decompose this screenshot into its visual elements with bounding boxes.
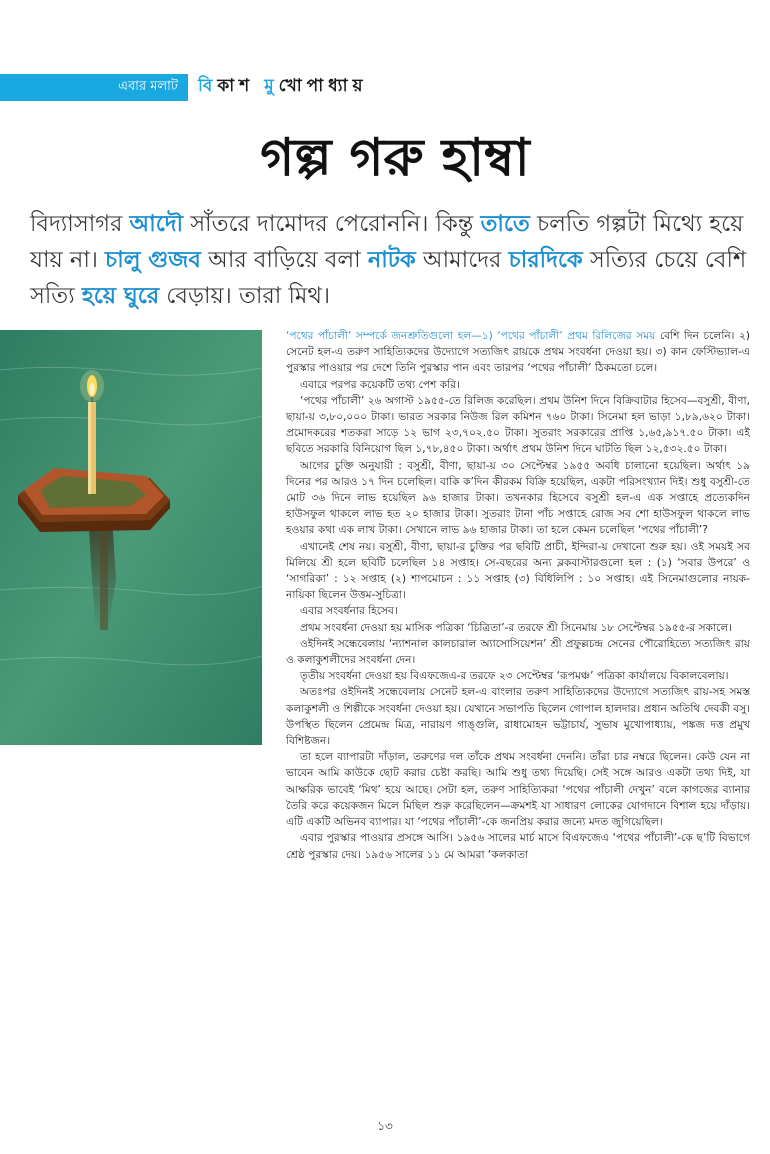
author-syllable: কা (217, 76, 237, 96)
floating-candle-photo (0, 330, 262, 745)
intro-segment: সাঁতরে দামোদর পেরোননি। কিন্তু (183, 211, 481, 237)
body-paragraph (286, 668, 750, 684)
intro-text (30, 206, 750, 314)
intro-segment: বিদ্যাসাগর (30, 211, 130, 237)
body-paragraph (286, 393, 750, 458)
author-syllable: য় (352, 76, 365, 96)
body-text: ‘পথের পাঁচালী’ ২৬ অগাস্ট ১৯৫৫-তে রিলিজ করেছিল। প্রথম উনিশ দিনে বিক্রিবাটার হিসেব—বসুশ্রী, বীণা, ছায়া-য় ৩,৮০,০০০ টাকা। ভারত সরকার নিউজ রিল কমিশন ৭৬০ টাকা। সিনেমা হল ভাড়া ১,৮৯,৬২০ টাকা। প্রমোদকরের শতকরা সাড়ে ১২ ভাগ ২৩,৭০২.৫০ টাকা। সুতরাং সরকারের প্রাপ্তি ১,৬৫,৯১৭.৫০ টাকা। এই ছবিতে সরকারি বিনিয়োগ ছিল ১,৭৮,৪৫০ টাকা। অর্থাৎ প্রথম উনিশ দিনে ঘাটতি ছিল ১২,৫৩২.৫০ টাকা। (286, 394, 750, 456)
intro-segment: বেড়ায়। তারা মিথ। (159, 283, 330, 309)
candle-raft-image (0, 330, 262, 745)
author-syllable: শ (239, 76, 252, 96)
body-text: এবারে পরপর কয়েকটি তথ্য পেশ করি। (300, 378, 460, 391)
author-syllable: খো (278, 76, 304, 96)
intro-highlight: আদৌ (129, 211, 184, 237)
body-text: এখানেই শেষ নয়। বসুশ্রী, বীণা, ছায়া-র চুক্তির পর ছবিটি প্রাচী, ইন্দিরা-য় দেখানো শুরু হয়। ওই সময়ই সব মিলিয়ে শ্রী হলে ছবিটি চলেছিল ১৪ সপ্তাহ। সে-বছরের অন্য ব্লকবাস্টারগুলো হল : (১) ‘সবার উপরে’ ও ‘সাগরিকা’ : ১২ সপ্তাহ (২) শাপমোচন : ১১ সপ্তাহ (৩) বিধিলিপি : ১০ সপ্তাহ। এই সিনেমাগুলোর নায়ক-নায়িকা ছিলেন উত্তম-সুচিত্রা। (286, 540, 750, 602)
intro-highlight: হয়ে ঘুরে (81, 283, 160, 309)
body-text: তৃতীয় সংবর্ধনা দেওয়া হয় বিএফজেএ-র তরফে ২৩ সেপ্টেম্বর ‘রূপমঞ্চ’ পত্রিকা কার্যালয়ে বিকালবেলায়। (300, 670, 729, 683)
author-name (198, 72, 365, 102)
intro-highlight: চালু গুজব (105, 247, 201, 273)
body-paragraph (286, 458, 750, 539)
lead-text: ‘পথের পাঁচালী’ সম্পর্কে জনশ্রুতিগুলো হল—১) ‘পথের পাঁচালী’ প্রথম রিলিজের সময় (286, 330, 656, 342)
body-paragraph (286, 539, 750, 604)
body-text: প্রথম সংবর্ধনা দেওয়া হয় মাসিক পত্রিকা ‘চিত্রিতা’-র তরফে শ্রী সিনেমায় ১৮ সেপ্টেম্বর ১৯৫৫-র সকালে। (300, 621, 733, 634)
body-paragraph (286, 636, 750, 668)
intro-segment: আমাদের (415, 247, 509, 273)
author-syllable: ধ্যা (328, 76, 350, 96)
intro-highlight: তাতে (480, 211, 530, 237)
intro-segment: সত্যির চেয়ে বেশি সত্যি (30, 247, 747, 309)
intro-segment: আর বাড়িয়ে বলা (200, 247, 368, 273)
intro-highlight: চারদিকে (508, 247, 583, 273)
body-paragraph (286, 603, 750, 619)
body-text: আগের চুক্তি অনুযায়ী : বসুশ্রী, বীণা, ছায়া-য় ৩০ সেপ্টেম্বর ১৯৫৫ অবধি চালানো হয়েছিল। অর্থাৎ ১৯ দিনের পর আরও ১৭ দিন চলেছিল। বাকি ক’দিন কীরকম বিক্রি হয়েছিল, একটা পরিসংখ্যান দিই। শুধু বসুশ্রী-তে মোট ৩৬ দিনে লাভ হয়েছিল ৯৬ হাজার টাকা। তখনকার হিসেবে বসুশ্রী হল-এ এক সপ্তাহে প্রত্যেকদিন হাউসফুল থাকলে লাভ হত ২০ হাজার টাকা। সুতরাং টানা পাঁচ সপ্তাহে রোজ সব শো হাউসফুল থাকলে লাভ হওয়ার কথা এক লাখ টাকা। সেখানে লাভ ৯৬ হাজার টাকা। তা হলে কেমন চলেছিল ‘পথের পাঁচালী’? (286, 459, 750, 537)
body-paragraph (286, 684, 750, 749)
body-paragraph (286, 620, 750, 636)
article-title: গল্প গরু হাম্বা (260, 127, 530, 188)
author-syllable: বি (198, 76, 215, 96)
body-text: অতঃপর ওইদিনই সন্ধেবেলায় সেনেট হল-এ বাংলার তরুণ সাহিত্যিকদের উদ্যোগে সত্যজিৎ রায়-সহ সমস্ত কলাকুশলী ও শিল্পীকে সংবর্ধনা দেওয়া হয়। যেখানে সভাপতি ছিলেন গোপাল হালদার। প্রধান অতিথি দেবকী বসু। উপস্থিত ছিলেন প্রেমেন্দ্র মিত্র, নারায়ণ গাঙ্গুলি, রাধামোহন ভট্টাচার্য, সুভাষ মুখোপাধ্যায়, পঙ্কজ দত্ত প্রমুখ বিশিষ্টজন। (286, 686, 750, 748)
body-paragraph (286, 830, 750, 862)
author-syllable: পা (306, 76, 326, 96)
article-body (286, 328, 750, 863)
body-text: বেশি দিন চলেনি। ২) সেনেট হল-এ তরুণ সাহিত্যিকদের উদ্যোগে সত্যজিৎ রায়কে প্রথম সংবর্ধনা দেওয়া হয়। ৩) কান ফেস্টিভ্যাল-এ পুরস্কার পাওয়ার পর দেশে তিনি পুরস্কার পান এবং তারপর ‘পথের পাঁচালী’ ঠিকমতো চলে। (286, 330, 751, 375)
body-paragraph (286, 749, 750, 830)
author-syllable: মু (264, 76, 276, 96)
body-text: তা হলে ব্যাপারটা দাঁড়াল, তরুণের দল তাঁকে প্রথম সংবর্ধনা দেননি। তাঁরা চার নম্বরে ছিলেন। কেউ যেন না ভাবেন আমি কাউকে ছোট করার চেষ্টা করছি। আমি শুধু তথ্য দিয়েছি। সেই সঙ্গে আরও একটা তথ্য দিই, যা আক্ষরিক ভাবেই ‘মিথ’ হয়ে আছে। সেটা হল, তরুণ সাহিত্যিকরা ‘পথের পাঁচালী দেখুন’ বলে কাগজের ব্যানার তৈরি করে কয়েকজন মিলে মিছিল শুরু করেছিলেন—ক্রমশই যা সাধারণ লোকের যোগদানে বিশাল হয়ে দাঁড়ায়। এটি একটি অভিনব ব্যাপার। যা ‘পথের পাঁচালী’-কে জনপ্রিয় করার জন্যে মদত জুগিয়েছিল। (286, 751, 750, 829)
section-label-text: এবার মলাট (118, 79, 178, 94)
body-paragraph (286, 377, 750, 393)
body-text: এবার সংবর্ধনার হিসেব। (300, 605, 398, 618)
body-text: এবার পুরস্কার পাওয়ার প্রসঙ্গে আসি। ১৯৫৬ সালের মার্চ মাসে বিএফজেএ ‘পথের পাঁচালী’-কে ছ’টি বিভাগে শ্রেষ্ঠ পুরস্কার দেয়। ১৯৫৬ সালের ১১ মে আমরা ‘কলকাতা (286, 832, 750, 861)
body-paragraph (286, 328, 750, 377)
intro-segment: চলতি গল্পটা মিথ্যে হয়ে যায় না। (30, 211, 744, 273)
intro-highlight: নাটক (367, 247, 416, 273)
section-label (0, 74, 188, 101)
body-text: ওইদিনই সন্ধেবেলায় ‘ন্যাশনাল কালচারাল অ্যাসোসিয়েশন’ শ্রী প্রফুল্লচন্দ্র সেনের পৌরোহিত্যে সত্যজিৎ রায় ও কলাকুশলীদের সংবর্ধনা দেন। (286, 637, 750, 667)
page-number: ১৩ (377, 1119, 393, 1133)
